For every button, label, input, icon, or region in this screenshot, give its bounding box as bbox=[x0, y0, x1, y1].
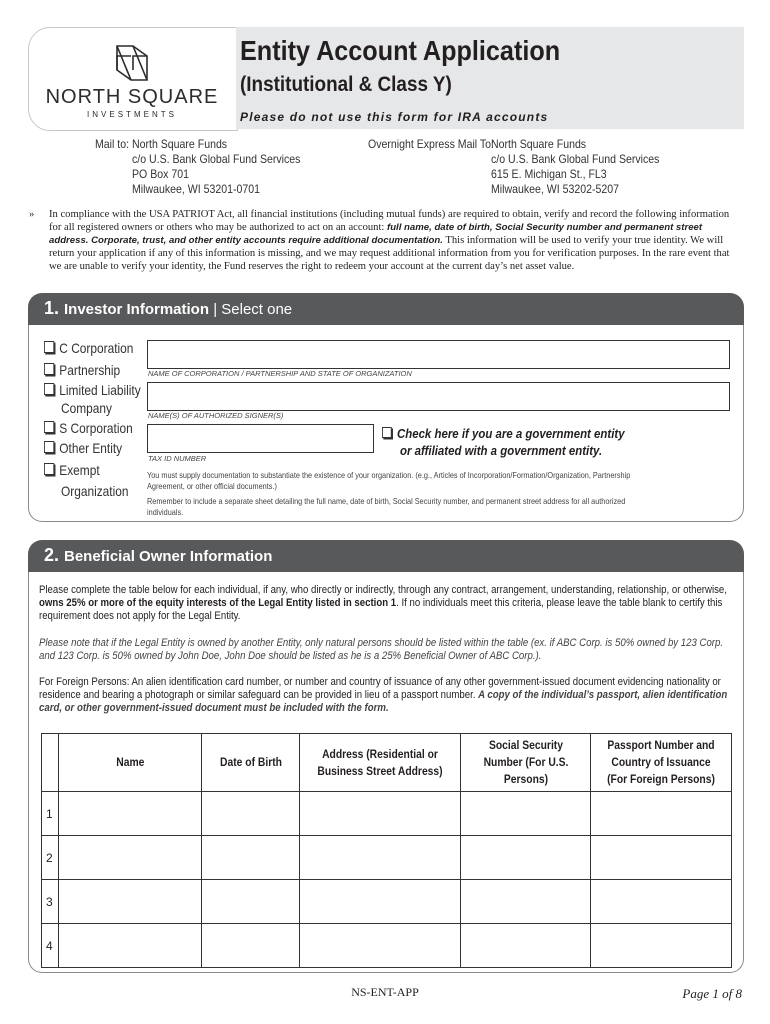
header-date-of-birth: Date of Birth bbox=[202, 734, 300, 792]
address-cell[interactable] bbox=[300, 836, 461, 880]
name-cell[interactable] bbox=[59, 924, 202, 968]
documentation-note: You must supply documentation to substantiate the existence of your organization. (e.g., Articles of Incorporation/Formation/Organization, Partnership Agreement, or other official documents.) bbox=[147, 470, 631, 491]
mail-line: North Square Funds bbox=[132, 137, 228, 151]
remember-note: Remember to include a separate sheet detailing the full name, date of birth, Social Security number, and permanent street address for all authorized individuals. bbox=[147, 496, 626, 517]
address-cell[interactable] bbox=[300, 792, 461, 836]
checkbox-icon[interactable] bbox=[44, 341, 54, 353]
row-number: 2 bbox=[42, 836, 59, 880]
ssn-cell[interactable] bbox=[461, 836, 591, 880]
table-header-row bbox=[42, 734, 732, 792]
beneficial-owner-instructions: Please complete the table below for each individual, if any, who directly or indirectly, through any contract, arrangement, understanding, relationship, or otherwise, owns 25% or more of the equity interests of the Legal Entity listed in section 1. If no individuals meet this criteria, please leave the table blank to certify this requirement does not apply for the Legal Entity. bbox=[39, 584, 727, 622]
name-cell[interactable] bbox=[59, 792, 202, 836]
row-number: 4 bbox=[42, 924, 59, 968]
authorized-signers-field[interactable] bbox=[147, 382, 730, 411]
row-number-header bbox=[42, 734, 59, 792]
row-number: 1 bbox=[42, 792, 59, 836]
ssn-cell[interactable] bbox=[461, 924, 591, 968]
corporation-name-label: NAME OF CORPORATION / PARTNERSHIP AND STATE OF ORGANIZATION bbox=[148, 369, 412, 378]
page-subtitle: (Institutional & Class Y) bbox=[240, 73, 452, 96]
ssn-cell[interactable] bbox=[461, 880, 591, 924]
brand-name: NORTH SQUARE bbox=[45, 86, 219, 108]
option-exempt-line2: Organization bbox=[61, 483, 129, 499]
table-row bbox=[42, 792, 732, 836]
arrow-icon: » bbox=[29, 209, 35, 220]
passport-cell[interactable] bbox=[591, 836, 732, 880]
section2-number: 2. bbox=[44, 545, 60, 565]
section1-title: Investor Information bbox=[64, 301, 210, 318]
checkbox-icon[interactable] bbox=[44, 421, 54, 433]
table-row bbox=[42, 880, 732, 924]
section1-number: 1. bbox=[44, 298, 60, 318]
overnight-label: Overnight Express Mail To: bbox=[368, 137, 494, 151]
section1-header bbox=[28, 293, 744, 325]
mail-line: PO Box 701 bbox=[132, 167, 189, 181]
corporation-name-field[interactable] bbox=[147, 340, 730, 369]
tax-id-field[interactable] bbox=[147, 424, 374, 453]
checkbox-icon[interactable] bbox=[44, 441, 54, 453]
passport-cell[interactable] bbox=[591, 880, 732, 924]
mail-line: c/o U.S. Bank Global Fund Services bbox=[132, 152, 301, 166]
tax-id-label: TAX ID NUMBER bbox=[148, 454, 207, 463]
address-cell[interactable] bbox=[300, 880, 461, 924]
page-title: Entity Account Application bbox=[240, 35, 561, 66]
name-cell[interactable] bbox=[59, 836, 202, 880]
overnight-line: Milwaukee, WI 53202-5207 bbox=[491, 182, 619, 196]
dob-cell[interactable] bbox=[202, 836, 300, 880]
overnight-address bbox=[491, 137, 659, 197]
dob-cell[interactable] bbox=[202, 924, 300, 968]
option-exempt[interactable]: Exempt bbox=[44, 462, 100, 478]
ira-note: Please do not use this form for IRA accounts bbox=[240, 110, 549, 124]
row-number: 3 bbox=[42, 880, 59, 924]
brand-sub: INVESTMENTS bbox=[87, 110, 177, 119]
north-square-logo-icon bbox=[109, 42, 155, 84]
patriot-act-notice: » In compliance with the USA PATRIOT Act, all financial institutions (including mutual funds) are required to obtain, verify and record the following information for all registered owners or others who may be authorized to act on an account: full name, date of birth, Social Security number and permanent street address. Corporate, trust, and other entity accounts require additional documentation. This information will be used to verify your true identity. We will return your application if any of this information is missing, and we may request additional information from you for verification purposes. In the rare event that we are unable to verify your identity, the Fund reserves the right to redeem your account at the current day’s net asset value. bbox=[29, 209, 730, 272]
form-code: NS-ENT-APP bbox=[351, 985, 419, 999]
passport-cell[interactable] bbox=[591, 924, 732, 968]
checkbox-icon[interactable] bbox=[382, 427, 392, 438]
checkbox-icon[interactable] bbox=[44, 383, 54, 395]
header-passport: Passport Number and Country of Issuance (For Foreign Persons) bbox=[591, 734, 732, 792]
section1-divider: | bbox=[213, 301, 218, 318]
beneficial-owner-table bbox=[41, 733, 732, 968]
mail-to-label: Mail to: bbox=[95, 137, 130, 151]
passport-cell[interactable] bbox=[591, 792, 732, 836]
overnight-line: North Square Funds bbox=[491, 137, 587, 151]
foreign-persons-note: For Foreign Persons: An alien identification card number, or number and country of issuance of any other government-issued document evidencing nationality or residence and bearing a photograph or similar safeguard can be provided in lieu of a passport number. A copy of the individual’s passport, alien identification card, or other government-issued document must be included with the form. bbox=[39, 676, 728, 714]
header-ssn: Social Security Number (For U.S. Persons) bbox=[461, 734, 591, 792]
header-name: Name bbox=[59, 734, 202, 792]
government-entity-check[interactable]: Check here if you are a government entity bbox=[382, 425, 625, 442]
address-cell[interactable] bbox=[300, 924, 461, 968]
ssn-cell[interactable] bbox=[461, 792, 591, 836]
option-s-corporation[interactable]: S Corporation bbox=[44, 420, 133, 436]
option-c-corporation[interactable]: C Corporation bbox=[44, 340, 133, 356]
option-llc[interactable]: Limited Liability bbox=[44, 382, 141, 398]
overnight-line: c/o U.S. Bank Global Fund Services bbox=[491, 152, 660, 166]
name-cell[interactable] bbox=[59, 880, 202, 924]
table-row bbox=[42, 924, 732, 968]
authorized-signers-label: NAME(S) OF AUTHORIZED SIGNER(S) bbox=[148, 411, 284, 420]
dob-cell[interactable] bbox=[202, 880, 300, 924]
mail-to-address bbox=[132, 137, 300, 197]
notice-bold: full name, date of birth, Social Security number and permanent street address. Corporate, trust, and other entity accounts require additional documentation. bbox=[49, 222, 703, 246]
page-number: Page 1 of 8 bbox=[682, 986, 742, 1001]
section2-header bbox=[28, 540, 744, 572]
government-entity-line2: or affiliated with a government entity. bbox=[400, 443, 603, 458]
option-partnership[interactable]: Partnership bbox=[44, 362, 120, 378]
checkbox-icon[interactable] bbox=[44, 363, 54, 375]
dob-cell[interactable] bbox=[202, 792, 300, 836]
checkbox-icon[interactable] bbox=[44, 463, 54, 475]
option-other-entity[interactable]: Other Entity bbox=[44, 440, 122, 456]
entity-ownership-note: Please note that if the Legal Entity is owned by another Entity, only natural persons should be listed within the table (ex. if ABC Corp. is 50% owned by 123 Corp. and 123 Corp. is 50% owned by John Doe, John Doe should be listed as he is a 25% Beneficial Owner of ABC Corp.). bbox=[39, 637, 724, 662]
header-address: Address (Residential or Business Street Address) bbox=[300, 734, 461, 792]
section1-select: Select one bbox=[221, 301, 293, 318]
overnight-line: 615 E. Michigan St., FL3 bbox=[491, 167, 607, 181]
table-row bbox=[42, 836, 732, 880]
option-llc-line2: Company bbox=[61, 400, 112, 416]
mail-line: Milwaukee, WI 53201-0701 bbox=[132, 182, 260, 196]
section2-title: Beneficial Owner Information bbox=[64, 548, 273, 565]
